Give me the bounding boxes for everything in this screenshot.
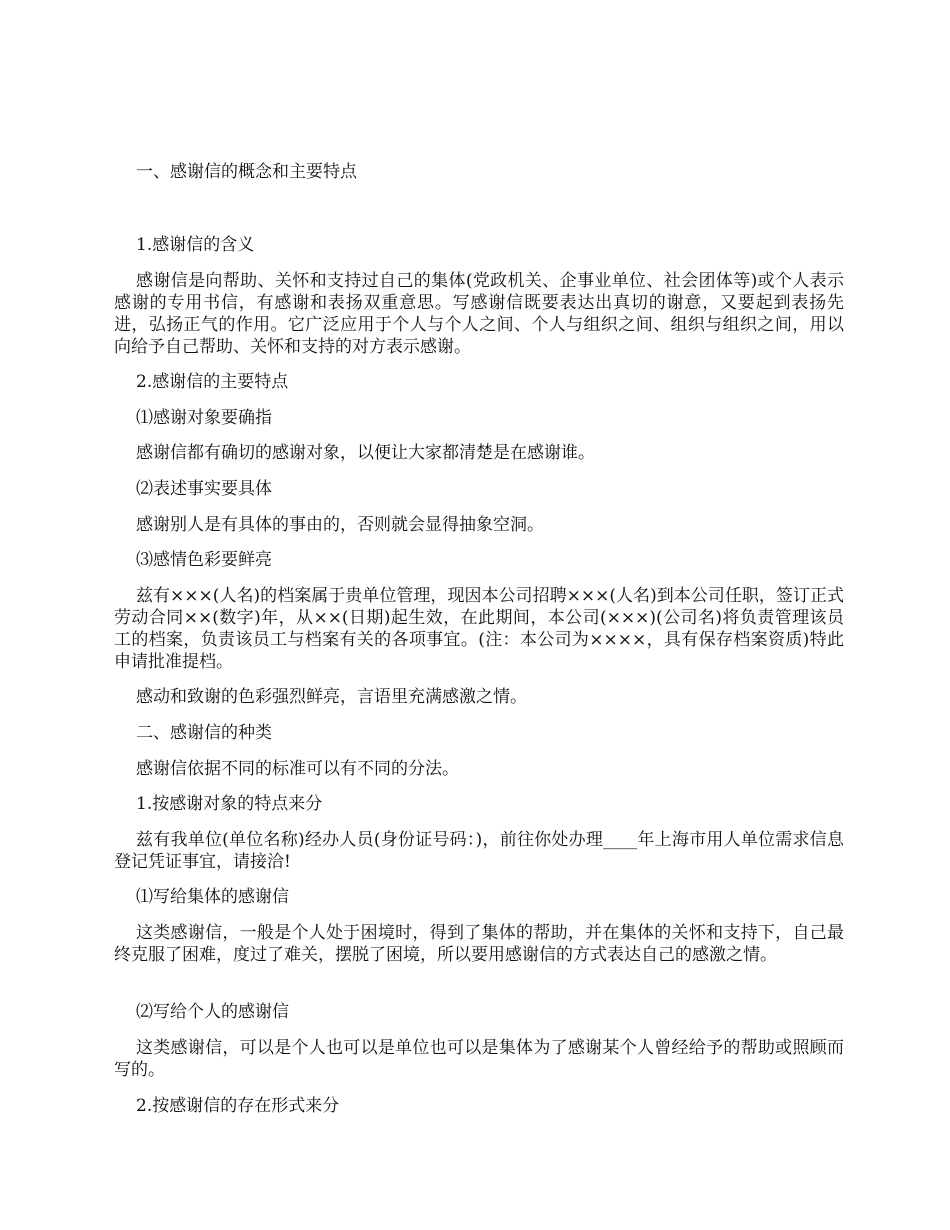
type-item-2: ⑵写给个人的感谢信 <box>136 1002 289 1022</box>
feature-item-1: ⑴感谢对象要确指 <box>136 408 272 428</box>
paragraph-archive-note: 兹有×××(人名)的档案属于贵单位管理，现因本公司招聘×××(人名)到本公司任职，签订正式劳动合同××(数字)年，从××(日期)起生效，在此期间，本公司(×××)(公司名)将负责管理该员工的档案，负责该员工与档案有关的各项事宜。(注：本公司为××××，具有保存档案资质)特此申请批准提档。 <box>114 586 844 672</box>
type-item-1: ⑴写给集体的感谢信 <box>136 887 289 907</box>
paragraph-feature-1: 感谢信都有确切的感谢对象，以便让大家都清楚是在感谢谁。 <box>136 443 595 463</box>
subheading-by-recipient: 1.按感谢对象的特点来分 <box>136 794 323 814</box>
paragraph-definition: 感谢信是向帮助、关怀和支持过自己的集体(党政机关、企事业单位、社会团体等)或个人表示感谢的专用书信，有感谢和表扬双重意思。写感谢信既要表达出真切的谢意，又要起到表扬先进，弘扬正气的作用。它广泛应用于个人与个人之间、个人与组织之间、组织与组织之间，用以向给予自己帮助、关怀和支持的对方表示感谢。 <box>114 271 844 357</box>
feature-item-2: ⑵表述事实要具体 <box>136 479 272 499</box>
subheading-meaning: 1.感谢信的含义 <box>136 235 255 255</box>
paragraph-type-1: 这类感谢信，一般是个人处于困境时，得到了集体的帮助，并在集体的关怀和支持下，自己最终克服了困难，度过了难关，摆脱了困境，所以要用感谢信的方式表达自己的感激之情。 <box>114 923 844 965</box>
paragraph-unit-note: 兹有我单位(单位名称)经办人员(身份证号码：)，前往你处办理____年上海市用人单位需求信息登记凭证事宜，请接洽! <box>114 830 844 872</box>
paragraph-types-intro: 感谢信依据不同的标准可以有不同的分法。 <box>136 759 459 779</box>
subheading-features: 2.感谢信的主要特点 <box>136 372 289 392</box>
paragraph-type-2: 这类感谢信，可以是个人也可以是单位也可以是集体为了感谢某个人曾经给予的帮助或照顾而写的。 <box>114 1038 844 1080</box>
section-heading-2: 二、感谢信的种类 <box>136 723 272 743</box>
paragraph-feature-3: 感动和致谢的色彩强烈鲜亮，言语里充满感激之情。 <box>136 687 527 707</box>
subheading-by-form: 2.按感谢信的存在形式来分 <box>136 1096 340 1116</box>
paragraph-feature-2: 感谢别人是有具体的事由的，否则就会显得抽象空洞。 <box>136 515 544 535</box>
feature-item-3: ⑶感情色彩要鲜亮 <box>136 550 272 570</box>
section-heading-1: 一、感谢信的概念和主要特点 <box>136 162 357 182</box>
